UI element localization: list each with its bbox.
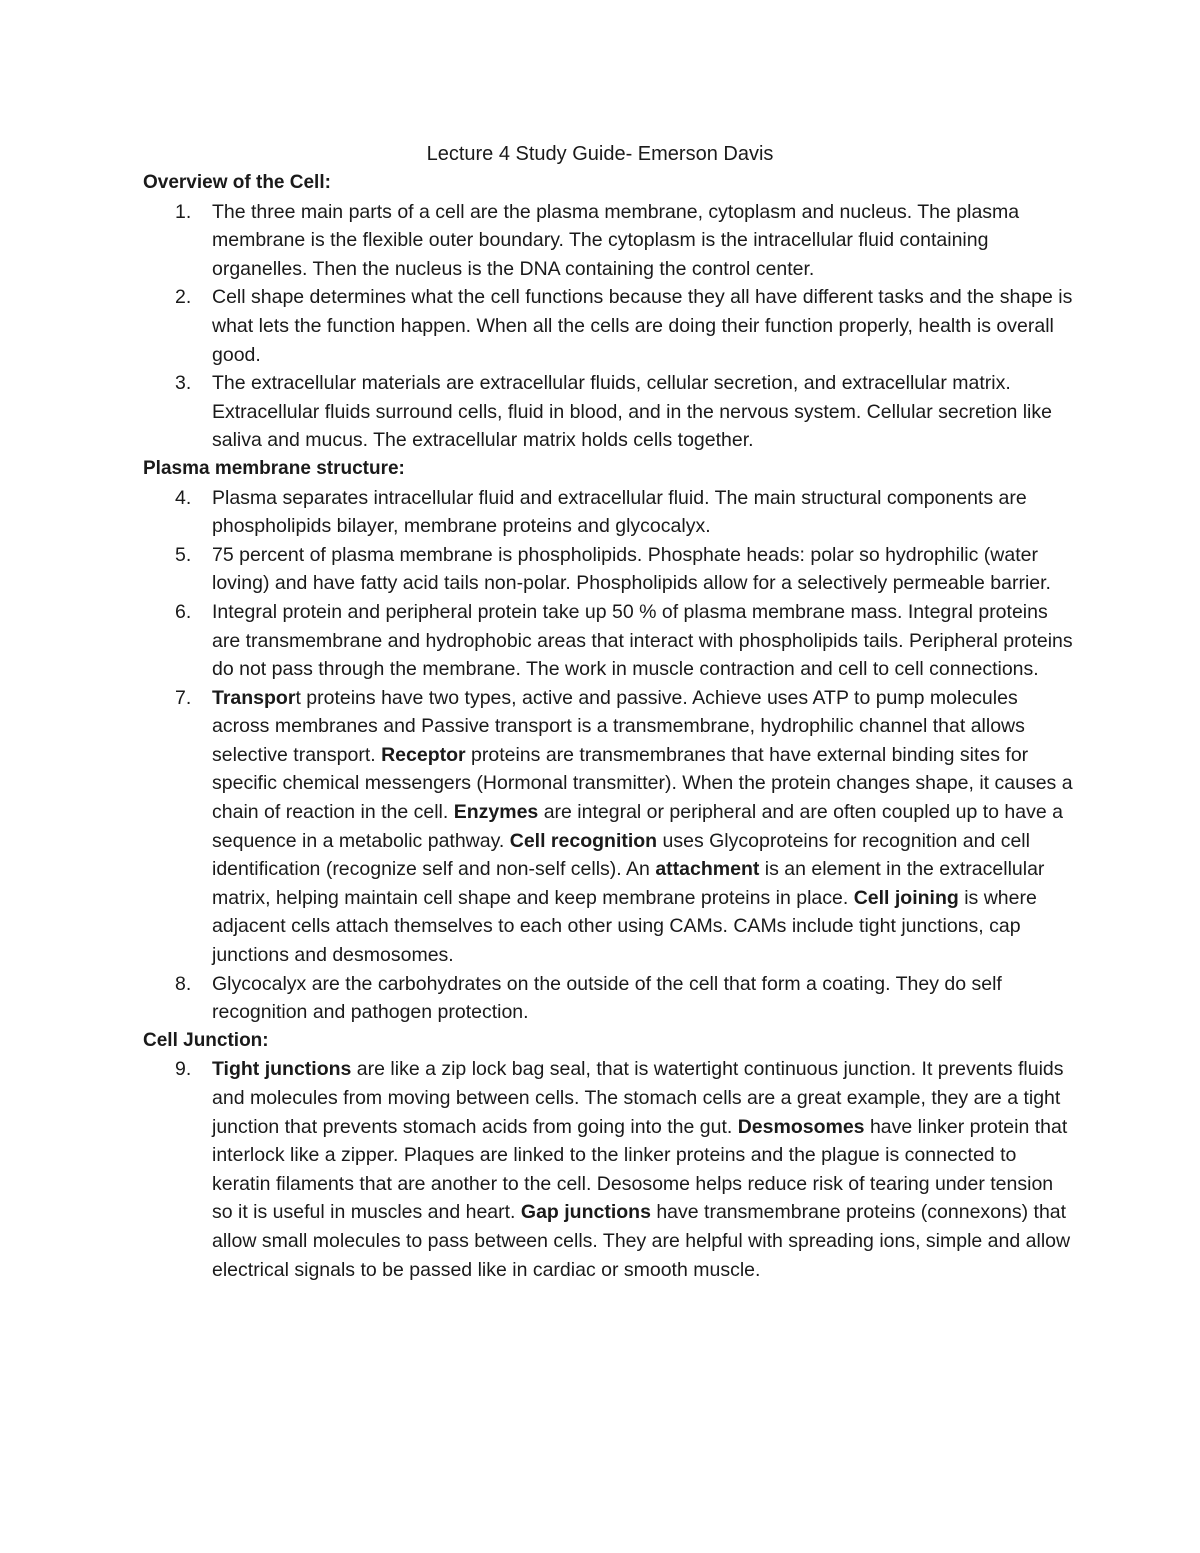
- list-item-number: 7.: [175, 686, 192, 709]
- section-heading: Cell Junction:: [143, 1029, 269, 1051]
- item-text: have transmembrane proteins (connexons) that allow small molecules to pass between cells. They are helpful with spreading ions, simple and allow electrical signals to be passed like in cardiac or smooth muscle.: [212, 1201, 1071, 1281]
- item-text: The extracellular materials are extracellular fluids, cellular secretion, and extracellular matrix. Extracellular fluids surround cells, fluid in blood, and in the nervous system. Cellular secretion like saliva and mucus. The extracellular matrix holds cells together.: [212, 372, 1052, 452]
- list-item: [143, 484, 1073, 541]
- bold-term: attachment: [655, 858, 760, 881]
- item-text: is where adjacent cells attach themselves to each other using CAMs. CAMs include tight junctions, cap junctions and desmosomes.: [212, 886, 1037, 967]
- item-text: 75 percent of plasma membrane is phospholipids. Phosphate heads: polar so hydrophilic (water loving) and have fatty acid tails non-polar. Phospholipids allow for a selectively permeable barrier.: [212, 543, 1051, 595]
- bold-term: Enzymes: [453, 801, 539, 824]
- list-item-number: 6.: [175, 600, 192, 623]
- item-text: Cell shape determines what the cell functions because they all have different tasks and the shape is what lets the function happen. When all the cells are doing their function properly, health is overall good.: [212, 286, 1073, 366]
- bold-term: Transpor: [212, 686, 296, 709]
- bold-term: Receptor: [381, 743, 466, 766]
- list-item: [143, 541, 1073, 598]
- item-text: proteins are transmembranes that have external binding sites for specific chemical messengers (Hormonal transmitter). When the protein changes shape, it causes a chain of reaction in the cell.: [212, 743, 1073, 824]
- item-text: Plasma separates intracellular fluid and extracellular fluid. The main structural components are phospholipids bilayer, membrane proteins and glycocalyx.: [212, 486, 1027, 538]
- section-heading: Plasma membrane structure:: [143, 457, 405, 479]
- item-text: are integral or peripheral and are often coupled up to have a sequence in a metabolic pathway.: [212, 801, 1063, 852]
- list-item: [143, 1055, 1073, 1284]
- item-text: are like a zip lock bag seal, that is watertight continuous junction. It prevents fluids and molecules from moving between cells. The stomach cells are a great example, they are a tight junction that prevents stomach acids from going into the gut.: [212, 1058, 1064, 1138]
- bold-term: Cell joining: [853, 886, 959, 909]
- list-item-number: 9.: [175, 1058, 192, 1081]
- list-item-number: 5.: [175, 543, 192, 566]
- document-title: Lecture 4 Study Guide- Emerson Davis: [426, 143, 774, 165]
- item-text: have linker protein that interlock like a zipper. Plaques are linked to the linker proteins and the plague is connected to keratin filaments that are another to the cell. Desosome helps reduce risk of tearing under tension so it is useful in muscles and heart.: [212, 1115, 1068, 1224]
- list-item: [143, 684, 1073, 970]
- item-text: uses Glycoproteins for recognition and cell identification (recognize self and non-self cells). An: [212, 829, 1030, 881]
- bold-term: Tight junctions: [212, 1058, 352, 1081]
- list-item-number: 3.: [175, 372, 192, 395]
- item-text: The three main parts of a cell are the plasma membrane, cytoplasm and nucleus. The plasma membrane is the flexible outer boundary. The cytoplasm is the intracellular fluid containing organelles. Then the nucleus is the DNA containing the control center.: [212, 200, 1020, 280]
- bold-term: Desmosomes: [737, 1115, 865, 1138]
- list-item: [143, 369, 1073, 455]
- item-text: is an element in the extracellular matrix, helping maintain cell shape and keep membrane proteins in place.: [212, 858, 1045, 909]
- numbered-list: [143, 198, 1073, 455]
- numbered-list: [143, 1055, 1073, 1284]
- item-text: t proteins have two types, active and passive. Achieve uses ATP to pump molecules across membranes and Passive transport is a transmembrane, hydrophilic channel that allows selective transport.: [212, 686, 1025, 766]
- list-item: [143, 283, 1073, 369]
- list-item: [143, 598, 1073, 684]
- document-body: [143, 169, 1073, 1284]
- list-item-number: 8.: [175, 972, 192, 995]
- list-item-number: 4.: [175, 486, 192, 509]
- item-text: Integral protein and peripheral protein take up 50 % of plasma membrane mass. Integral proteins are transmembrane and hydrophobic areas that interact with phospholipids tails. Peripheral proteins do not pass through the membrane. The work in muscle contraction and cell to cell connections.: [212, 600, 1073, 681]
- list-item-number: 2.: [175, 286, 192, 309]
- section-heading: Overview of the Cell:: [143, 172, 331, 193]
- bold-term: Cell recognition: [509, 829, 658, 852]
- list-item: [143, 198, 1073, 284]
- list-item: [143, 970, 1073, 1027]
- numbered-list: [143, 484, 1073, 1027]
- bold-term: Gap junctions: [520, 1201, 651, 1224]
- list-item-number: 1.: [175, 200, 192, 223]
- item-text: Glycocalyx are the carbohydrates on the outside of the cell that form a coating. They do self recognition and pathogen protection.: [212, 972, 1002, 1024]
